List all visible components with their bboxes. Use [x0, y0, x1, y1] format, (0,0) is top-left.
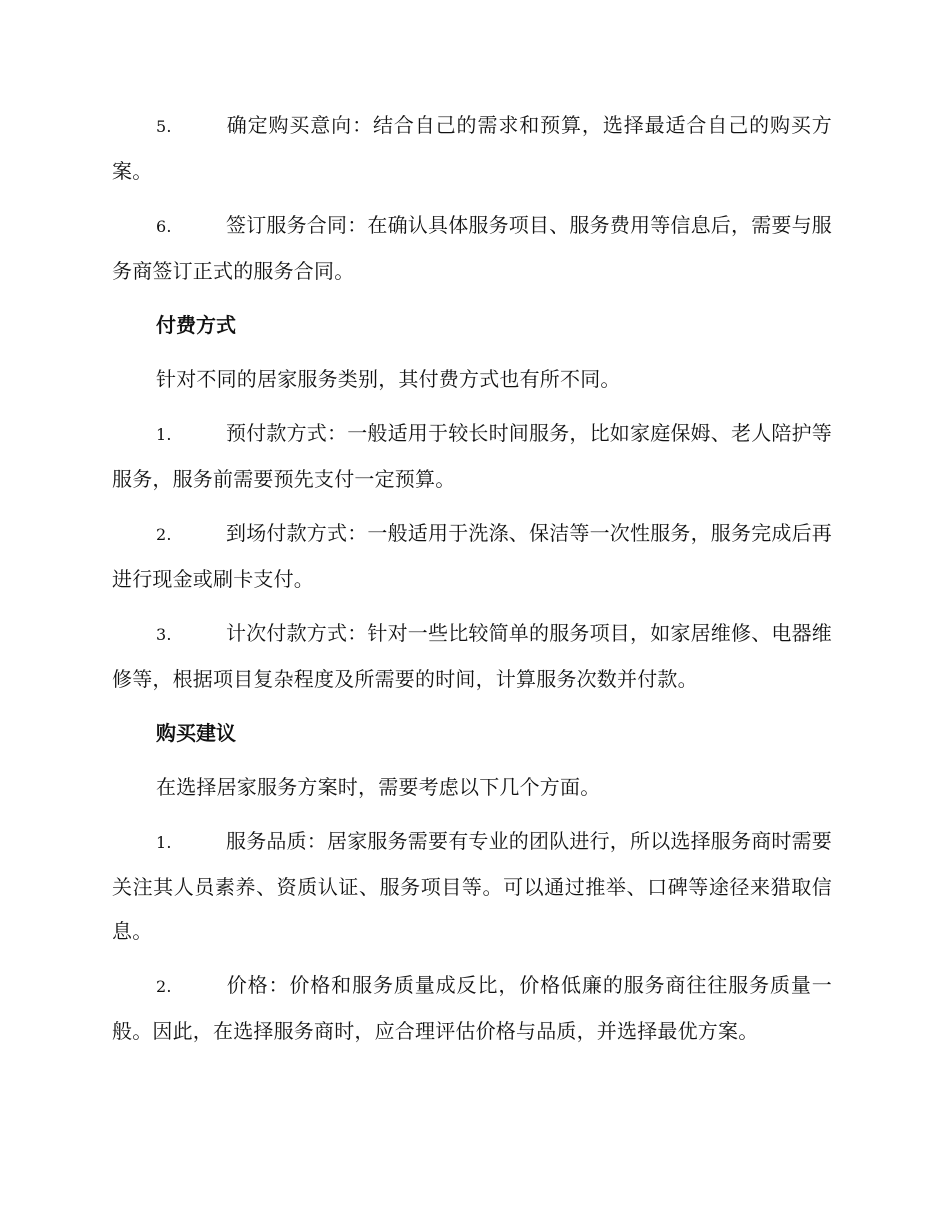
list-number: 3. — [156, 625, 172, 644]
section-intro-payment: 针对不同的居家服务类别，其付费方式也有所不同。 — [156, 367, 621, 391]
list-text: 服务品质：居家服务需要有专业的团队进行，所以选择服务商时需要关注其人员素养、资质认证、服务项目等。可以通过推举、口碑等途径来猎取信息。 — [112, 829, 832, 943]
list-number: 6. — [156, 217, 172, 236]
document-page — [112, 103, 832, 1063]
list-text: 确定购买意向：结合自己的需求和预算，选择最适合自己的购买方案。 — [112, 113, 832, 183]
list-item — [112, 411, 832, 501]
list-text: 预付款方式：一般适用于较长时间服务，比如家庭保姆、老人陪护等服务，服务前需要预先支付一定预算。 — [112, 421, 832, 491]
section-intro-advice: 在选择居家服务方案时，需要考虑以下几个方面。 — [156, 775, 601, 799]
list-number: 1. — [156, 425, 172, 444]
list-item — [112, 511, 832, 601]
list-item — [112, 203, 832, 293]
list-number: 1. — [156, 833, 172, 852]
list-item — [112, 819, 832, 953]
list-text: 签订服务合同：在确认具体服务项目、服务费用等信息后，需要与服务商签订正式的服务合同。 — [112, 213, 832, 283]
list-item — [112, 103, 832, 193]
list-item — [112, 611, 832, 701]
list-number: 2. — [156, 525, 172, 544]
section-heading-advice: 购买建议 — [156, 721, 236, 745]
list-number: 5. — [156, 117, 172, 136]
list-number: 2. — [156, 977, 172, 996]
list-text: 到场付款方式：一般适用于洗涤、保洁等一次性服务，服务完成后再进行现金或刷卡支付。 — [112, 521, 832, 591]
list-item — [112, 963, 832, 1053]
section-heading-payment: 付费方式 — [156, 313, 236, 337]
list-text: 价格：价格和服务质量成反比，价格低廉的服务商往往服务质量一般。因此，在选择服务商时，应合理评估价格与品质，并选择最优方案。 — [112, 973, 832, 1043]
list-text: 计次付款方式：针对一些比较简单的服务项目，如家居维修、电器维修等，根据项目复杂程度及所需要的时间，计算服务次数并付款。 — [112, 621, 832, 691]
